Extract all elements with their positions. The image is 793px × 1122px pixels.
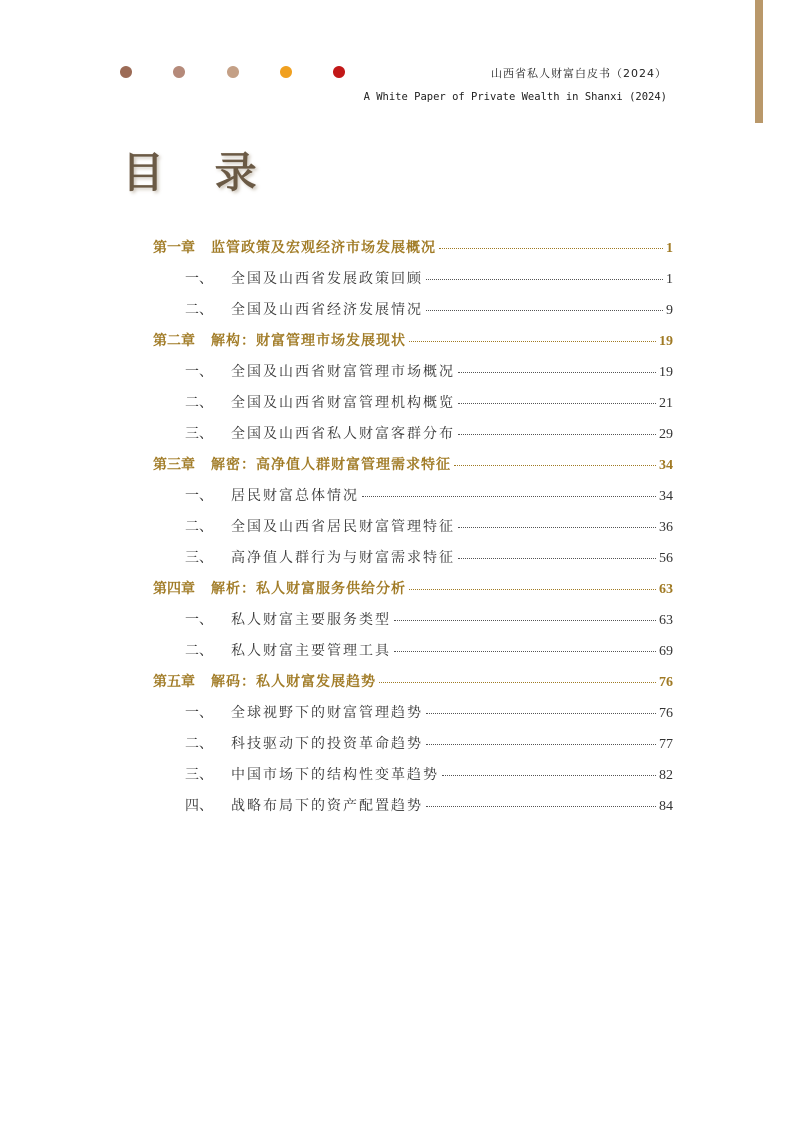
toc-section-row[interactable] [153, 640, 673, 671]
toc-title: 全国及山西省经济发展情况 [231, 302, 423, 318]
toc-section-row[interactable] [153, 609, 673, 640]
toc-page-number: 36 [659, 520, 673, 535]
toc-number: 三、 [185, 550, 213, 566]
toc-page-number: 76 [659, 675, 673, 690]
toc-number: 一、 [185, 488, 213, 504]
toc-page-number: 21 [659, 396, 673, 411]
toc-page-number: 56 [659, 551, 673, 566]
toc-chapter-row[interactable] [153, 578, 673, 609]
toc-chapter-row[interactable] [153, 237, 673, 268]
toc-number: 三、 [185, 767, 213, 783]
toc-number: 第一章 [153, 240, 195, 256]
header-title-cn: 山西省私人财富白皮书（2024） [491, 67, 667, 80]
toc-page-number: 19 [659, 334, 673, 349]
toc-section-row[interactable] [153, 485, 673, 516]
toc-page-number: 84 [659, 799, 673, 814]
toc-title: 私人财富主要管理工具 [231, 643, 391, 659]
table-of-contents [153, 237, 673, 826]
toc-section-row[interactable] [153, 795, 673, 826]
toc-dot-leader [394, 651, 656, 652]
toc-page-number: 82 [659, 768, 673, 783]
toc-page-number: 77 [659, 737, 673, 752]
toc-page-number: 1 [666, 272, 673, 287]
toc-section-row[interactable] [153, 733, 673, 764]
toc-number: 四、 [185, 798, 213, 814]
toc-dot-leader [458, 403, 656, 404]
dot-5 [333, 66, 345, 78]
dot-2 [173, 66, 185, 78]
toc-title: 解构：财富管理市场发展现状 [211, 333, 406, 349]
toc-title: 全球视野下的财富管理趋势 [231, 705, 423, 721]
toc-title: 科技驱动下的投资革命趋势 [231, 736, 423, 752]
toc-title: 中国市场下的结构性变革趋势 [231, 767, 439, 783]
toc-dot-leader [394, 620, 656, 621]
toc-title: 解码：私人财富发展趋势 [211, 674, 376, 690]
toc-dot-leader [458, 527, 656, 528]
toc-page-number: 63 [659, 582, 673, 597]
toc-dot-leader [426, 744, 656, 745]
toc-chapter-row[interactable] [153, 671, 673, 702]
dot-3 [227, 66, 239, 78]
toc-title: 监管政策及宏观经济市场发展概况 [211, 240, 436, 256]
toc-dot-leader [458, 372, 656, 373]
toc-number: 三、 [185, 426, 213, 442]
toc-page-number: 29 [659, 427, 673, 442]
toc-page-number: 69 [659, 644, 673, 659]
toc-chapter-row[interactable] [153, 454, 673, 485]
toc-section-row[interactable] [153, 764, 673, 795]
toc-number: 一、 [185, 612, 213, 628]
side-accent-bar [755, 0, 763, 123]
toc-dot-leader [442, 775, 656, 776]
toc-title: 高净值人群行为与财富需求特征 [231, 550, 455, 566]
toc-number: 二、 [185, 395, 213, 411]
toc-page-number: 63 [659, 613, 673, 628]
toc-number: 二、 [185, 302, 213, 318]
toc-title: 全国及山西省发展政策回顾 [231, 271, 423, 287]
toc-section-row[interactable] [153, 392, 673, 423]
toc-number: 一、 [185, 364, 213, 380]
toc-number: 第五章 [153, 674, 195, 690]
dot-1 [120, 66, 132, 78]
toc-section-row[interactable] [153, 516, 673, 547]
toc-title: 居民财富总体情况 [231, 488, 359, 504]
toc-page-number: 9 [666, 303, 673, 318]
toc-page-number: 34 [659, 458, 673, 473]
toc-dot-leader [426, 279, 663, 280]
toc-number: 第二章 [153, 333, 195, 349]
toc-dot-leader [458, 434, 656, 435]
toc-title: 全国及山西省私人财富客群分布 [231, 426, 455, 442]
dot-4 [280, 66, 292, 78]
toc-dot-leader [379, 682, 656, 683]
toc-title: 私人财富主要服务类型 [231, 612, 391, 628]
toc-dot-leader [439, 248, 663, 249]
toc-title: 战略布局下的资产配置趋势 [231, 798, 423, 814]
toc-section-row[interactable] [153, 547, 673, 578]
toc-dot-leader [362, 496, 656, 497]
toc-number: 二、 [185, 736, 213, 752]
toc-section-row[interactable] [153, 423, 673, 454]
toc-section-row[interactable] [153, 268, 673, 299]
toc-title: 解密：高净值人群财富管理需求特征 [211, 457, 451, 473]
toc-title: 全国及山西省财富管理机构概览 [231, 395, 455, 411]
toc-dot-leader [426, 806, 656, 807]
toc-page-number: 19 [659, 365, 673, 380]
toc-dot-leader [426, 713, 656, 714]
toc-page-number: 76 [659, 706, 673, 721]
toc-number: 一、 [185, 271, 213, 287]
toc-number: 二、 [185, 643, 213, 659]
toc-page-number: 34 [659, 489, 673, 504]
decorative-dots [120, 66, 360, 80]
toc-title: 解析：私人财富服务供给分析 [211, 581, 406, 597]
toc-number: 一、 [185, 705, 213, 721]
page-title: 目 录 [122, 148, 275, 197]
toc-section-row[interactable] [153, 361, 673, 392]
toc-number: 第四章 [153, 581, 195, 597]
toc-dot-leader [409, 589, 656, 590]
toc-chapter-row[interactable] [153, 330, 673, 361]
toc-dot-leader [409, 341, 656, 342]
toc-dot-leader [454, 465, 656, 466]
toc-number: 第三章 [153, 457, 195, 473]
toc-dot-leader [426, 310, 663, 311]
toc-dot-leader [458, 558, 656, 559]
toc-title: 全国及山西省财富管理市场概况 [231, 364, 455, 380]
header-title-en: A White Paper of Private Wealth in Shanxi (2024) [363, 91, 667, 103]
toc-page-number: 1 [666, 241, 673, 256]
toc-section-row[interactable] [153, 702, 673, 733]
toc-title: 全国及山西省居民财富管理特征 [231, 519, 455, 535]
toc-number: 二、 [185, 519, 213, 535]
toc-section-row[interactable] [153, 299, 673, 330]
